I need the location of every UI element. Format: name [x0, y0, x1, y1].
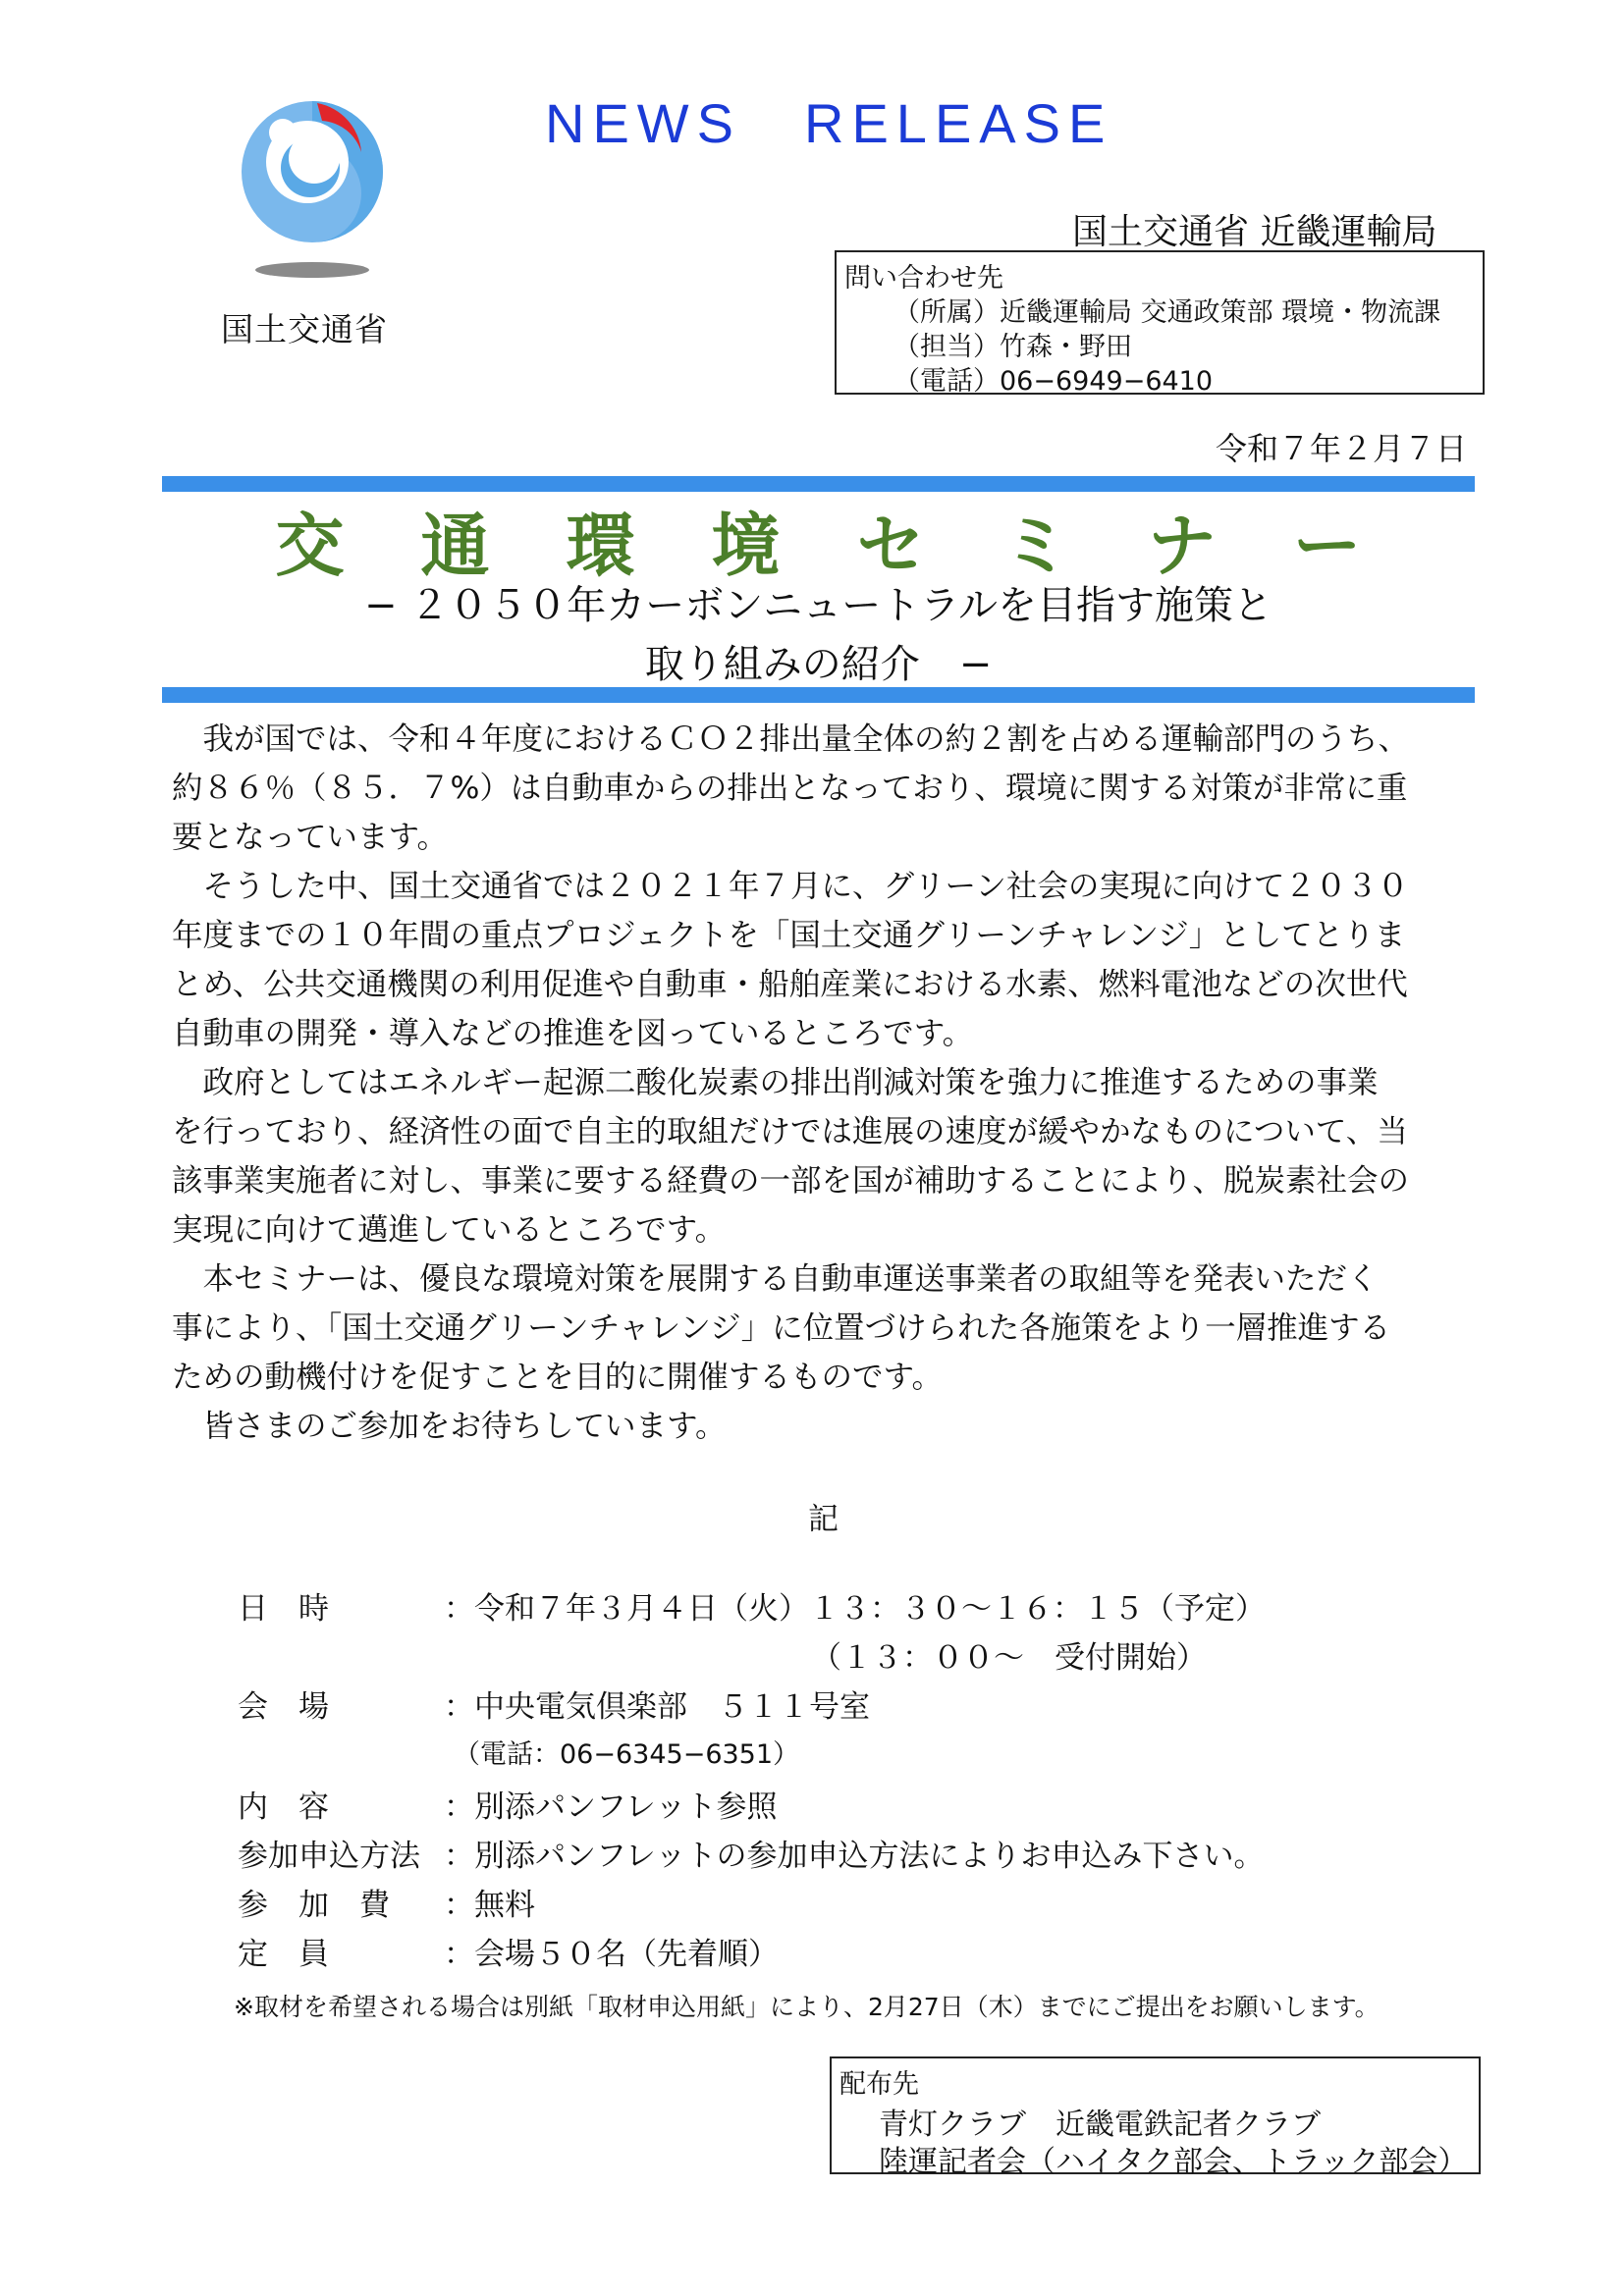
title-bar-top [162, 476, 1475, 492]
contact-heading: 問い合わせ先 [844, 263, 1003, 294]
body-line: 実現に向けて邁進しているところです。 [172, 1212, 727, 1248]
body-line: とめ、公共交通機関の利用促進や自動車・船舶産業における水素、燃料電池などの次世代 [172, 967, 1408, 1002]
datetime-label: 日 時 [238, 1591, 329, 1627]
body-line: 要となっています。 [172, 820, 448, 855]
release-date: 令和７年２月７日 [1216, 430, 1468, 467]
distribution-box [830, 2056, 1481, 2179]
body-line: 該事業実施者に対し、事業に要する経費の一部を国が補助することにより、脱炭素社会の [172, 1163, 1410, 1199]
body-line: 政府としてはエネルギー起源二酸化炭素の排出削減対策を強力に推進するための事業 [172, 1065, 1379, 1100]
fee-value: ：無料 [444, 1888, 535, 1923]
capacity-label: 定 員 [238, 1937, 329, 1972]
body-line: 年度までの１０年間の重点プロジェクトを「国土交通グリーンチャレンジ」としてとりま [172, 918, 1406, 953]
ki-marker: 記 [808, 1502, 839, 1537]
press-note: ※取材を希望される場合は別紙「取材申込用紙」により、2月27日（木）までにご提出をお願いします。 [234, 1993, 1380, 2021]
apply-value: ：別添パンフレットの参加申込方法によりお申込み下さい。 [444, 1839, 1265, 1874]
content-label: 内 容 [238, 1789, 329, 1825]
body-line: ための動機付けを促すことを目的に開催するものです。 [172, 1360, 943, 1395]
body-line: を行っており、経済性の面で自主的取組だけでは進展の速度が緩やかなものについて、当 [172, 1114, 1408, 1149]
main-title: 交通環境セミナー [275, 506, 1438, 586]
mlit-logo [224, 93, 401, 290]
contact-person: （担当）竹森・野田 [893, 332, 1132, 362]
datetime-value: ：令和７年３月４日（火）１３：３０〜１６：１５（予定） [444, 1591, 1266, 1627]
reception-time: （１３：００〜 受付開始） [811, 1640, 1207, 1676]
ministry-name: 国土交通省 [221, 310, 388, 348]
body-line: 本セミナーは、優良な環境対策を展開する自動車運送事業者の取組等を発表いただく [172, 1261, 1379, 1297]
body-text [172, 715, 1478, 1451]
news-release-heading: NEWS RELEASE [545, 92, 1113, 154]
fee-label: 参 加 費 [238, 1888, 390, 1923]
body-line: 自動車の開発・導入などの推進を図っているところです。 [172, 1016, 974, 1051]
body-line: 事により、「国土交通グリーンチャレンジ」に位置づけられた各施策をより一層推進する [172, 1310, 1391, 1346]
venue-phone: （電話：06−6345−6351） [454, 1739, 800, 1770]
distribution-heading: 配布先 [839, 2069, 919, 2100]
body-line: そうした中、国土交通省では２０２１年７月に、グリーン社会の実現に向けて２０３０ [172, 869, 1409, 904]
venue-value: ：中央電気倶楽部 ５１１号室 [444, 1689, 870, 1725]
contact-box [835, 250, 1485, 395]
apply-label: 参加申込方法 [238, 1839, 420, 1874]
venue-label: 会 場 [238, 1689, 329, 1725]
contact-affiliation: （所属）近畿運輸局 交通政策部 環境・物流課 [893, 297, 1441, 328]
body-line: 我が国では、令和４年度におけるＣＯ２排出量全体の約２割を占める運輸部門のうち、 [172, 721, 1410, 757]
capacity-value: ：会場５０名（先着順） [444, 1937, 779, 1972]
distribution-line-2: 陸運記者会（ハイタク部会、トラック部会） [879, 2145, 1468, 2179]
title-bar-bottom [162, 687, 1475, 703]
subtitle-line-2: 取り組みの紹介 − [644, 642, 993, 687]
content-value: ：別添パンフレット参照 [444, 1789, 778, 1825]
subtitle-line-1: − ２０５０年カーボンニュートラルを目指す施策と [363, 583, 1273, 628]
contact-phone: （電話）06−6949−6410 [893, 366, 1214, 397]
bureau-name: 国土交通省 近畿運輸局 [1072, 212, 1437, 252]
body-line: 皆さまのご参加をお待ちしています。 [172, 1409, 727, 1444]
distribution-line-1: 青灯クラブ 近畿電鉄記者クラブ [879, 2108, 1321, 2142]
body-line: 約８６％（８５．７%）は自動車からの排出となっており、環境に関する対策が非常に重 [172, 771, 1408, 806]
